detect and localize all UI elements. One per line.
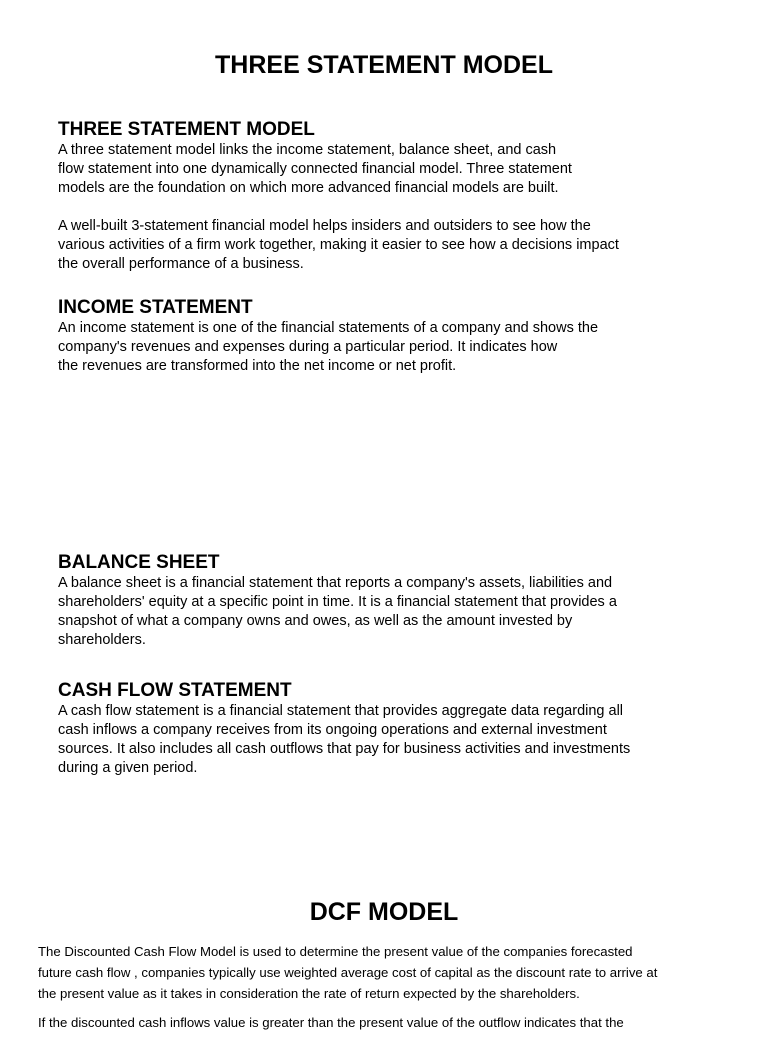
dcf-body xyxy=(38,941,738,1041)
section-paragraph xyxy=(58,702,718,778)
section-paragraph xyxy=(58,319,718,376)
text-line: cash inflows a company receives from its ongoing operations and external investment xyxy=(58,722,607,738)
text-line: future cash flow , companies typically use weighted average cost of capital as the discount rate to arrive at xyxy=(38,965,658,980)
text-line: the overall performance of a business. xyxy=(58,256,304,272)
dcf-paragraph xyxy=(38,1012,738,1033)
text-line: shareholders' equity at a specific point in time. It is a financial statement that provides a xyxy=(58,594,617,610)
text-line: snapshot of what a company owns and owes, as well as the amount invested by xyxy=(58,613,573,629)
section-paragraph xyxy=(58,574,718,650)
text-line: A cash flow statement is a financial statement that provides aggregate data regarding all xyxy=(58,703,624,719)
section-balance-sheet xyxy=(58,552,718,650)
text-line: the present value as it takes in consideration the rate of return expected by the shareholders. xyxy=(38,986,580,1001)
dcf-title: DCF MODEL xyxy=(309,898,459,926)
section-heading: INCOME STATEMENT xyxy=(58,297,253,318)
text-line: The Discounted Cash Flow Model is used to determine the present value of the companies forecasted xyxy=(38,944,633,959)
page-title: THREE STATEMENT MODEL xyxy=(215,51,553,79)
section-heading: BALANCE SHEET xyxy=(58,552,220,573)
text-line: various activities of a firm work together, making it easier to see how a decisions impact xyxy=(58,237,619,253)
text-line: during a given period. xyxy=(58,760,198,776)
text-line: If the discounted cash inflows value is greater than the present value of the outflow indicates that the xyxy=(38,1015,624,1030)
text-line: A three statement model links the income statement, balance sheet, and cash xyxy=(58,142,557,158)
text-line: flow statement into one dynamically connected financial model. Three statement xyxy=(58,161,572,177)
text-line: A well-built 3-statement financial model helps insiders and outsiders to see how the xyxy=(58,218,591,234)
dcf-paragraph xyxy=(38,941,738,1004)
section-three-statement-model xyxy=(58,119,718,274)
section-heading: CASH FLOW STATEMENT xyxy=(58,680,292,701)
text-line: A balance sheet is a financial statement that reports a company's assets, liabilities and xyxy=(58,575,613,591)
section-heading: THREE STATEMENT MODEL xyxy=(58,119,315,140)
section-cash-flow-statement xyxy=(58,680,718,778)
section-paragraph xyxy=(58,141,718,198)
section-income-statement xyxy=(58,297,718,376)
section-paragraph xyxy=(58,217,718,274)
text-line: An income statement is one of the financial statements of a company and shows the xyxy=(58,320,599,336)
text-line: sources. It also includes all cash outflows that pay for business activities and investments xyxy=(58,741,631,757)
text-line: models are the foundation on which more advanced financial models are built. xyxy=(58,180,559,196)
text-line: the revenues are transformed into the net income or net profit. xyxy=(58,358,457,374)
text-line: shareholders. xyxy=(58,632,146,648)
text-line: company's revenues and expenses during a particular period. It indicates how xyxy=(58,339,558,355)
